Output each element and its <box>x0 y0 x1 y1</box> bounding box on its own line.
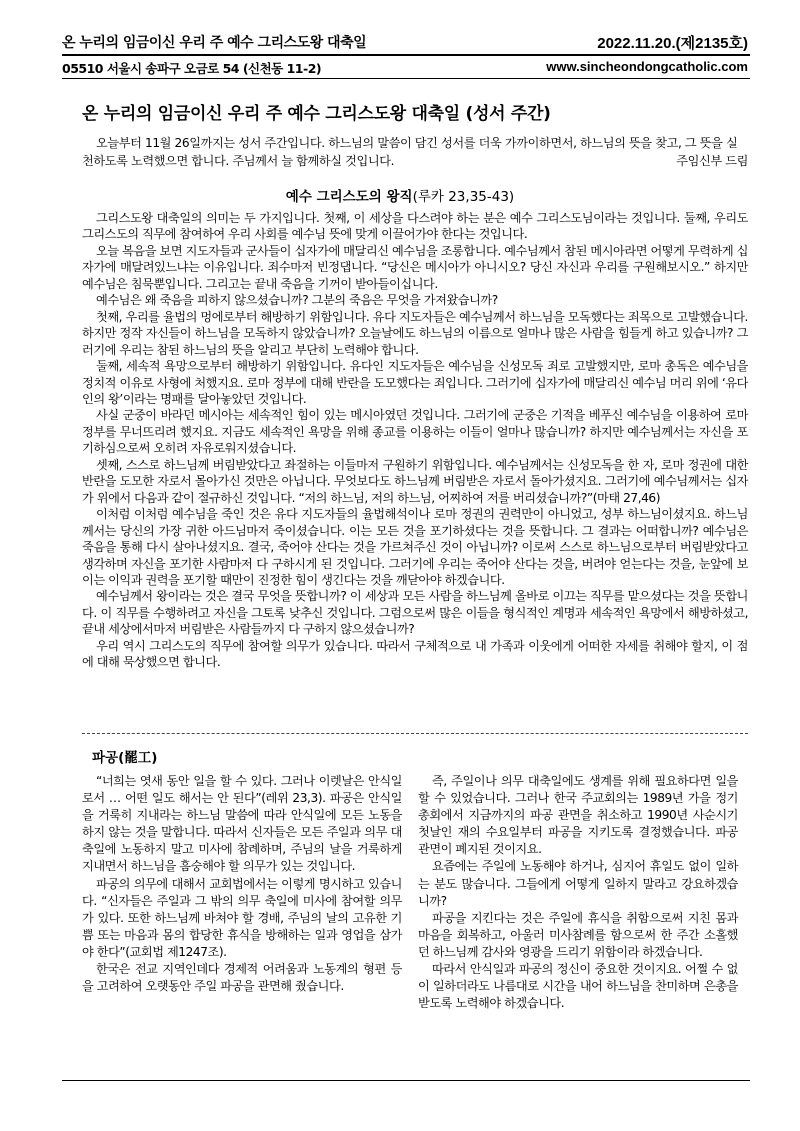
section-title <box>0 185 800 205</box>
section-divider <box>82 733 748 734</box>
homily-paragraph: 예수님은 왜 죽음을 피하지 않으셨습니까? 그분의 죽음은 무엇을 가져왔습니까? <box>96 293 498 308</box>
strike-paragraph: “너희는 엿새 동안 일을 할 수 있다. 그러나 이렛날은 안식일로서 … 어떤 일도 해서는 안 된다”(레위 23,3). 파공은 안식일을 거룩히 지내라는 하느님 말씀에 따라 안식일에 모든 노동을 하지 않는 것을 말합니다. 따라서 신자들은 모든 주일과 의무 대축일에 노동하지 말고 미사에 참례하며, 주님의 날을 거룩하게 지내면서 하느님을 흠숭해야 할 의무가 있는 것입니다. <box>82 774 402 874</box>
homily-body <box>82 210 748 671</box>
strike-paragraph: 요즘에는 주일에 노동해야 하거나, 심지어 휴일도 없이 일하는 분도 많습니다. 그들에게 어떻게 일하지 말라고 강요하겠습니까? <box>418 859 738 908</box>
section-heading: 예수 그리스도의 왕직 <box>285 189 413 205</box>
scripture-reference: (루카 23,35-43) <box>412 189 515 205</box>
strike-column-left <box>82 773 402 995</box>
homily-paragraph: 첫째, 우리를 율법의 멍에로부터 해방하기 위함입니다. 유다 지도자들은 예수님께서 하느님을 모독했다는 죄목으로 고발했습니다. 하지만 정작 자신들이 하느님을 모독하지 않았습니까? 오늘날에도 하느님의 이름으로 얼마나 많은 사람을 힘들게 하고 있습니까? 그러기에 우리는 참된 하느님의 뜻을 알리고 부단히 노력해야 합니다. <box>82 309 748 357</box>
homily-paragraph: 둘째, 세속적 욕망으로부터 해방하기 위함입니다. 유다인 지도자들은 예수님을 신성모독 죄로 고발했지만, 로마 총독은 예수님을 정치적 이유로 사형에 처했지요. 로마 정부에 대해 반란을 도모했다는 죄입니다. 그러기에 십자가에 매달리신 예수님 머리 위에 ‘유다인의 왕’이라는 명패를 달아놓았던 것입니다. <box>82 359 748 406</box>
homily-paragraph: 오늘 복음을 보면 지도자들과 군사들이 십자가에 매달리신 예수님을 조롱합니다. 예수님께서 참된 메시아라면 어떻게 무력하게 십자가에 매달려있느냐는 이유입니다. 죄수마저 빈정댑니다. “당신은 메시아가 아니시오? 당신 자신과 우리를 구원해보시오.” 하지만 예수님은 침묵뿐입니다. 그리고는 끝내 죽음을 기꺼이 받아들이십니다. <box>82 243 748 291</box>
subheader-rule <box>62 78 750 79</box>
signature: 주임신부 드림 <box>676 154 748 168</box>
bulletin-subheader <box>62 58 748 76</box>
bulletin-title: 온 누리의 임금이신 우리 주 예수 그리스도왕 대축일 <box>62 35 367 51</box>
homily-paragraph: 셋째, 스스로 하느님께 버림받았다고 좌절하는 이들마저 구원하기 위함입니다. 예수님께서는 신성모독을 한 자, 로마 정권에 대한 반란을 도모한 자로서 몰아가신 것만은 아닙니다. 무엇보다도 하느님께 버림받은 자로서 돌아가셨지요. 그러기에 예수님께서는 십자가 위에서 다음과 같이 절규하신 것입니다. “저의 하느님, 저의 하느님, 어찌하여 저를 버리셨습니까?”(마태 27,46) <box>82 457 748 505</box>
intro-text: 오늘부터 11월 26일까지는 성서 주간입니다. 하느님의 말씀이 담긴 성서를 더욱 가까이하면서, 하느님의 뜻을 찾고, 그 뜻을 실천하도록 노력했으면 합니다. 주님께서 늘 함께하실 것입니다. <box>82 136 738 168</box>
footer-rule <box>62 1080 750 1081</box>
strike-title: 파공(罷工) <box>92 750 158 766</box>
homily-paragraph: 우리 역시 그리스도의 직무에 참여할 의무가 있습니다. 따라서 구체적으로 내 가족과 이웃에게 어떠한 자세를 취해야 할지, 이 점에 대해 묵상했으면 합니다. <box>82 638 748 670</box>
strike-paragraph: 즉, 주일이나 의무 대축일에도 생계를 위해 필요하다면 일을 할 수 있었습니다. 그러나 한국 주교회의는 1989년 가을 정기총회에서 지금까지의 파공 관면을 취소하고 1990년 사순시기 첫날인 재의 수요일부터 파공을 지키도록 결정했습니다. 파공 관면이 폐지된 것이지요. <box>418 774 738 857</box>
homily-paragraph: 그리스도왕 대축일의 의미는 두 가지입니다. 첫째, 이 세상을 다스려야 하는 분은 예수 그리스도님이라는 것입니다. 둘째, 우리도 그리스도의 직무에 참여하여 우리 사회를 예수님 뜻에 맞게 이끌어가야 한다는 것입니다. <box>82 211 748 242</box>
homily-paragraph: 사실 군중이 바라던 메시아는 세속적인 힘이 있는 메시아였던 것입니다. 그러기에 군중은 기적을 베푸신 예수님을 이용하여 로마 정부를 무너뜨리려 했지요. 지금도 세속적인 욕망을 위해 종교를 이용하는 이들이 얼마나 많습니까? 하지만 예수님께서는 자신을 포기하심으로써 오히려 자유로워지셨습니다. <box>82 408 748 456</box>
strike-column-right <box>418 773 738 1012</box>
strike-paragraph: 따라서 안식일과 파공의 정신이 중요한 것이지요. 어쩔 수 없이 일하더라도 나름대로 시간을 내어 하느님을 찬미하며 은총을 받도록 노력해야 하겠습니다. <box>418 962 738 1011</box>
header-rule <box>62 54 750 56</box>
strike-paragraph: 한국은 전교 지역인데다 경제적 어려움과 노동계의 형편 등을 고려하여 오랫동안 주일 파공을 관면해 줬습니다. <box>82 962 402 994</box>
parish-address: 05510 서울시 송파구 오금로 54 (신천동 11-2) <box>62 61 322 76</box>
parish-url[interactable]: www.sincheondongcatholic.com <box>546 59 748 74</box>
homily-paragraph: 예수님께서 왕이라는 것은 결국 무엇을 뜻합니까? 이 세상과 모든 사람을 하느님께 올바로 이끄는 직무를 맡으셨다는 것을 뜻합니다. 이 직무를 수행하려고 자신을 그토록 낮추신 것입니다. 그럼으로써 많은 이들을 형식적인 계명과 세속적인 욕망에서 해방하셨고, 끝내 세상에서마저 버림받은 사람들까지 다 구하지 않으셨습니까? <box>82 589 748 637</box>
article-title: 온 누리의 임금이신 우리 주 예수 그리스도왕 대축일 (성서 주간) <box>82 104 551 124</box>
strike-paragraph: 파공을 지킨다는 것은 주일에 휴식을 취함으로써 지친 몸과 마음을 회복하고, 아울러 미사참례를 함으로써 한 주간 소홀했던 하느님께 감사와 영광을 드리기 위함이라 하겠습니다. <box>418 910 738 959</box>
homily-paragraph: 이처럼 이처럼 예수님을 죽인 것은 유다 지도자들의 율법해석이나 로마 정권의 권력만이 아니었고, 성부 하느님이셨지요. 하느님께서는 당신의 가장 귀한 아드님마저 죽이셨습니다. 이는 모든 것을 포기하셨다는 것을 뜻합니다. 그 결과는 어떠합니까? 예수님은 죽음을 통해 다시 살아나셨지요. 결국, 죽어야 산다는 것을 가르쳐주신 것이 아닙니까? 이로써 스스로 하느님으로부터 버림받았다고 생각하며 자신을 포기한 사람마저 다 구하시게 된 것입니다. 그러기에 우리는 죽어야 산다는 것을, 버려야 얻는다는 것을, 눈앞에 보이는 이익과 권력을 포기할 때만이 진정한 힘이 생긴다는 것을 깨닫아야 하겠습니다. <box>82 507 748 587</box>
bulletin-header <box>62 30 748 52</box>
strike-paragraph: 파공의 의무에 대해서 교회법에서는 이렇게 명시하고 있습니다. “신자들은 주일과 그 밖의 의무 축일에 미사에 참여할 의무가 있다. 또한 하느님께 바쳐야 할 경배, 주님의 날의 고유한 기쁨 또는 마음과 몸의 합당한 휴식을 방해하는 일과 영업을 삼가야 한다”(교회법 제1247조). <box>82 876 402 959</box>
issue-date: 2022.11.20.(제2135호) <box>597 35 748 52</box>
